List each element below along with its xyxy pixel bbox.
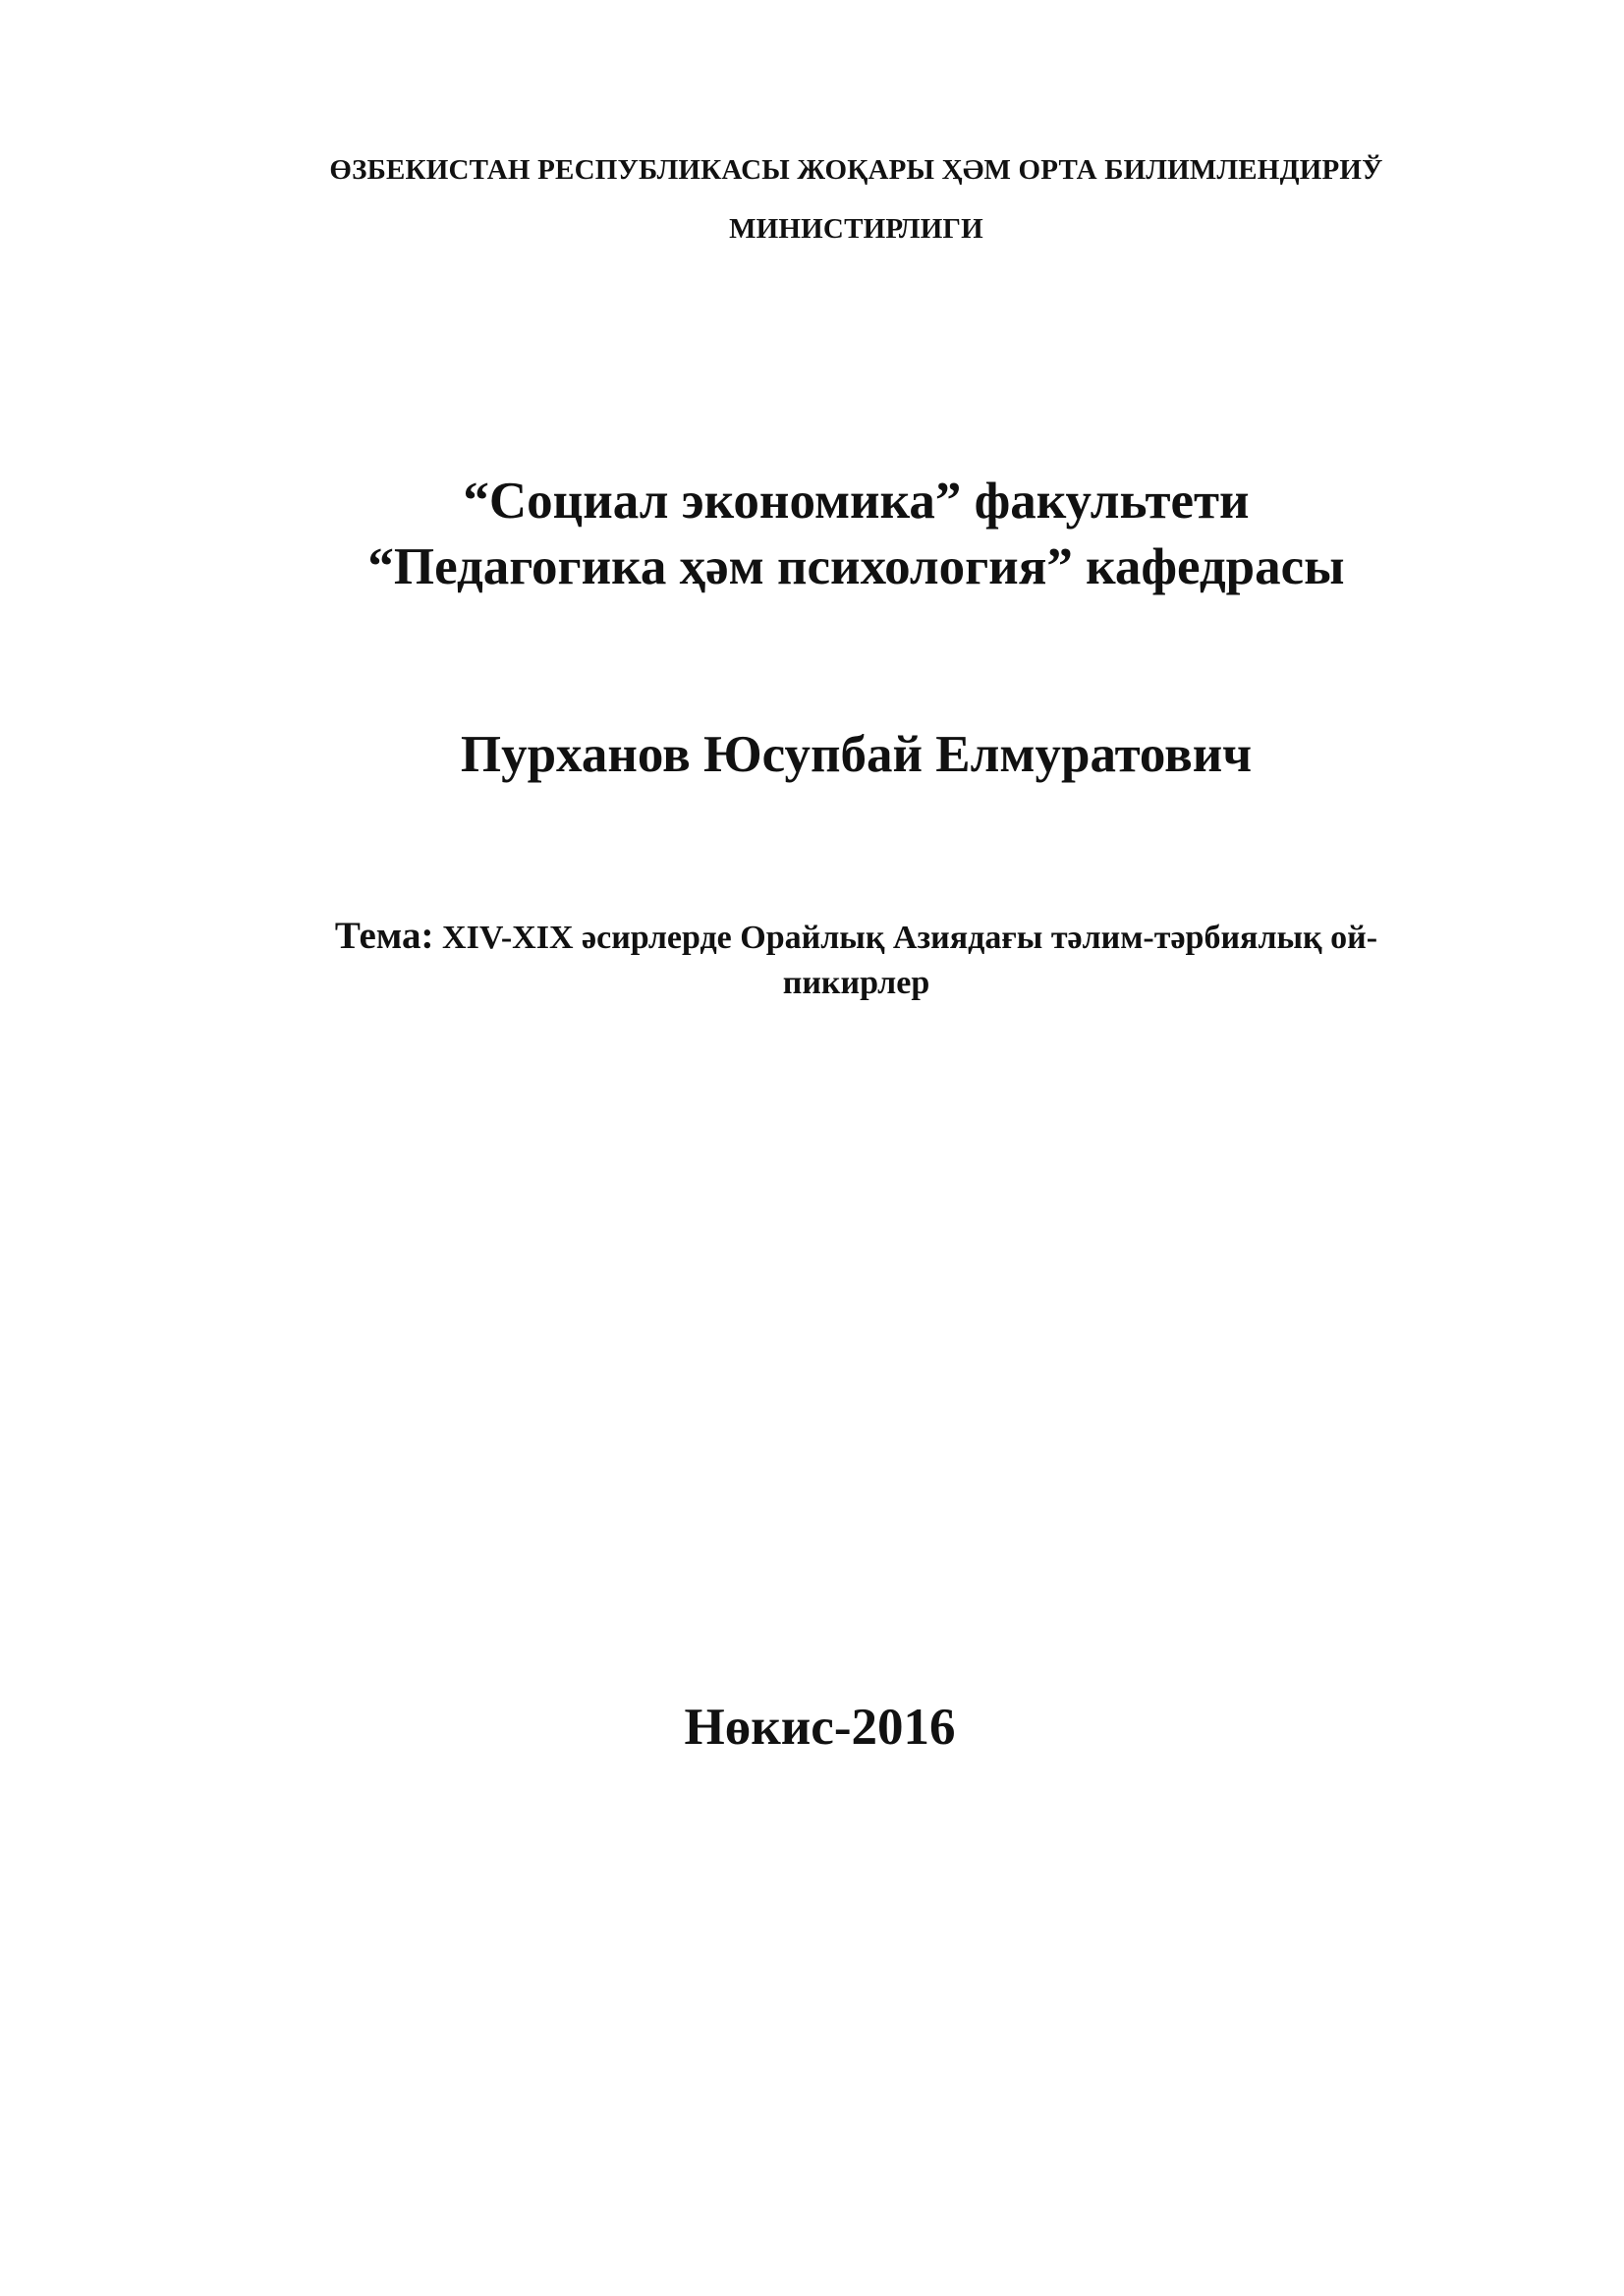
city-year: Нөкис-2016 [684,1699,956,1756]
topic-heading [44,914,1624,958]
topic-title-line-2: пикирлер [782,965,930,1001]
ministry-name-line-1: ӨЗБЕКИСТАН РЕСПУБЛИКАСЫ ЖОҚАРЫ ҲӘМ ОРТА БИЛИМЛЕНДИРИЎ [329,154,1383,186]
topic-label: Тема: [334,915,434,957]
faculty-name: “Социал экономика” факультети [463,473,1250,530]
topic-title-line-1: XIV-XIX әсирлерде Орайлық Азиядағы тәлим-тәрбиялық ой- [442,920,1378,956]
author-name: Пурханов Юсупбай Елмуратович [460,726,1253,783]
department-name: “Педагогика ҳәм психология” кафедрасы [367,538,1345,595]
ministry-name-line-2: МИНИСТИРЛИГИ [729,213,983,245]
